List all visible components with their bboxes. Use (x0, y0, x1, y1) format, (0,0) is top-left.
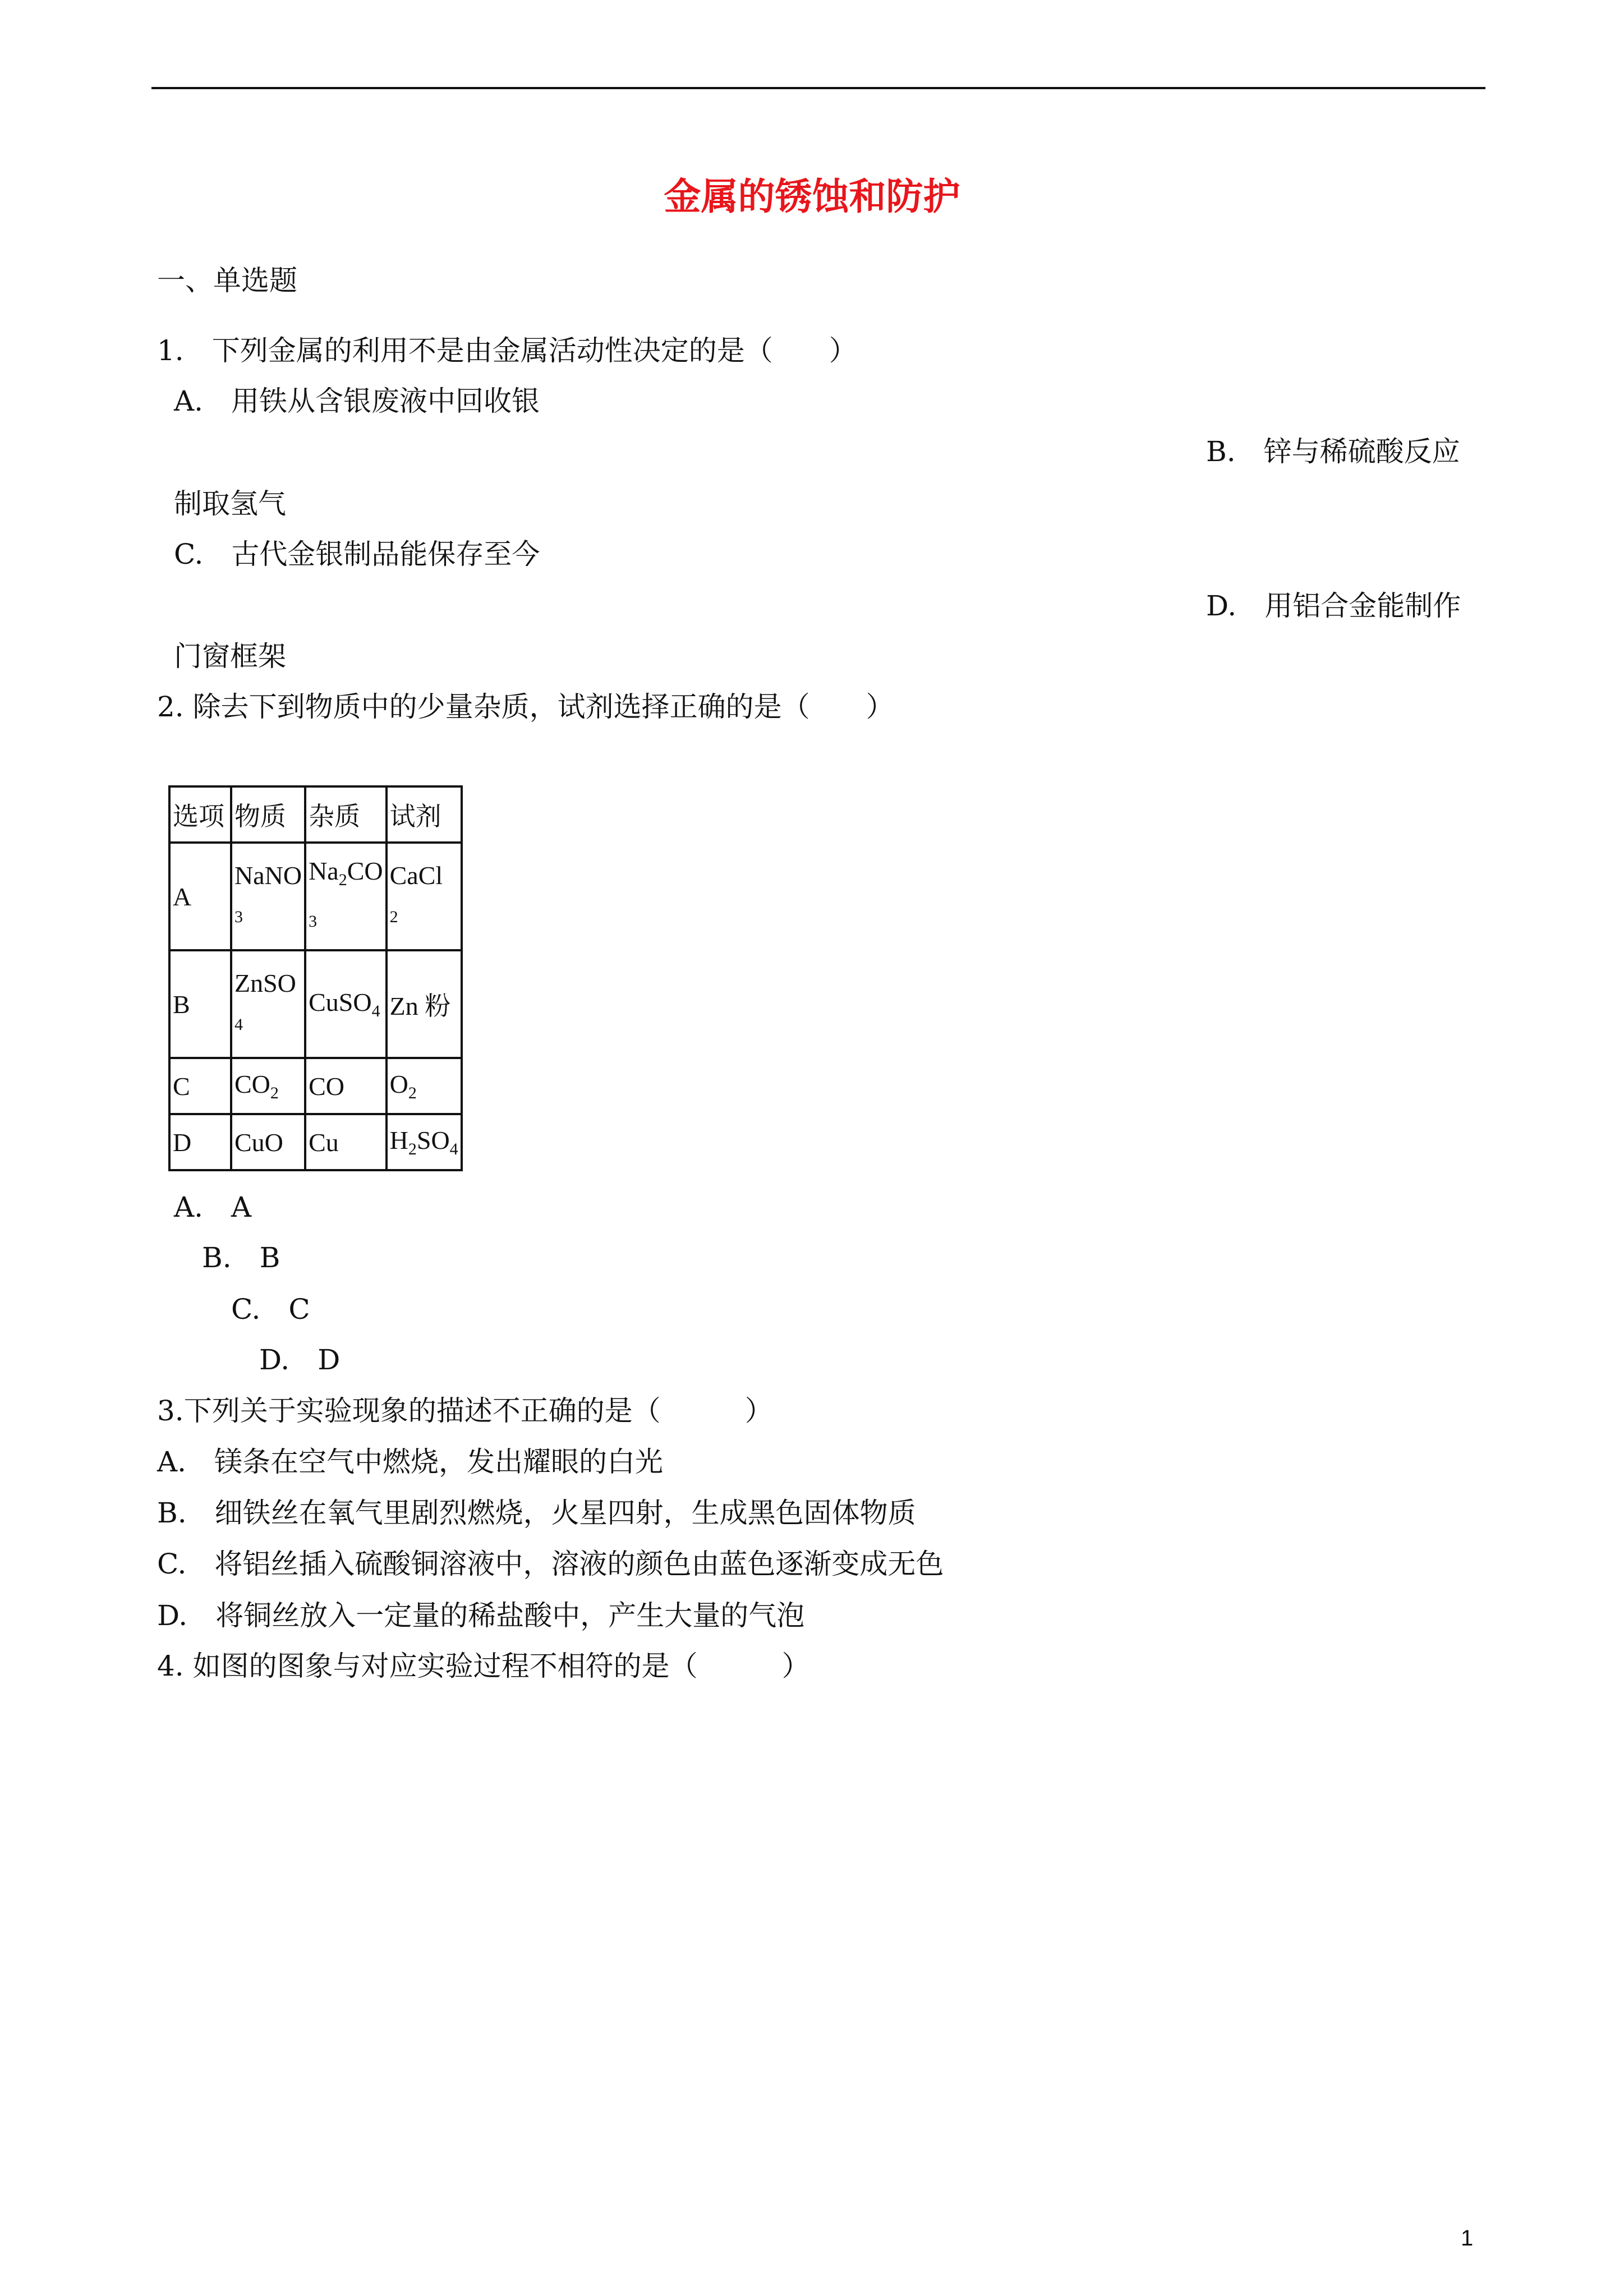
cell-impurity: Cu (305, 1114, 387, 1170)
cell-substance (231, 950, 305, 1058)
formula-part: CaCl (389, 861, 443, 890)
q2-option-d[interactable]: D. D (259, 1343, 341, 1376)
cell-substance: CuO (231, 1114, 305, 1170)
header-reagent: 试剂 (387, 786, 462, 843)
header-rule (151, 87, 1485, 89)
formula-subscript: 3 (234, 908, 243, 926)
header-impurity: 杂质 (305, 786, 387, 843)
cell-reagent (387, 843, 462, 950)
formula-part: CO (347, 857, 383, 885)
q3-stem: 3.下列关于实验现象的描述不正确的是（ ） (157, 1395, 773, 1427)
cell-option: C (169, 1058, 231, 1114)
cell-option: D (169, 1114, 231, 1170)
formula-subscript: 2 (338, 871, 347, 889)
section-heading: 一、单选题 (157, 264, 297, 297)
cell-reagent (387, 1058, 462, 1114)
document-title: 金属的锈蚀和防护 (664, 174, 960, 218)
table-row (169, 1058, 462, 1114)
cell-reagent (387, 1114, 462, 1170)
q1-option-d[interactable]: D. 用铝合金能制作 (1206, 590, 1461, 622)
q4-stem: 4. 如图的图象与对应实验过程不相符的是（ ） (157, 1650, 810, 1682)
page-number: 1 (1461, 2226, 1474, 2251)
q1-option-b-continued: 制取氢气 (174, 487, 286, 520)
table-row (169, 950, 462, 1058)
formula-part: CO (234, 1070, 270, 1098)
q3-option-d[interactable]: D. 将铜丝放入一定量的稀盐酸中，产生大量的气泡 (157, 1599, 805, 1632)
q2-table (168, 785, 463, 1171)
cell-impurity: CO (305, 1058, 387, 1114)
q1-option-d-continued: 门窗框架 (174, 640, 286, 673)
cell-substance (231, 843, 305, 950)
q2-option-b[interactable]: B. B (202, 1241, 280, 1274)
formula-part: CuSO (309, 988, 372, 1016)
cell-option: B (169, 950, 231, 1058)
cell-option: A (169, 843, 231, 950)
formula-subscript: 4 (371, 1002, 380, 1020)
table-row (169, 843, 462, 950)
formula-subscript: 4 (449, 1140, 458, 1158)
table-row (169, 1114, 462, 1170)
header-substance: 物质 (231, 786, 305, 843)
formula-part: ZnSO (234, 969, 296, 997)
formula-part: SO (416, 1126, 450, 1154)
q2-option-c[interactable]: C. C (231, 1293, 310, 1326)
cell-reagent: Zn 粉 (387, 950, 462, 1058)
q1-stem: 1. 下列金属的利用不是由金属活动性决定的是（ ） (157, 334, 857, 367)
formula-part: NaNO (234, 861, 302, 890)
q3-option-b[interactable]: B. 细铁丝在氧气里剧烈燃烧，火星四射，生成黑色固体物质 (157, 1497, 916, 1529)
formula-subscript: 3 (309, 912, 318, 931)
q2-stem: 2. 除去下到物质中的少量杂质，试剂选择正确的是（ ） (157, 691, 894, 723)
formula-subscript: 2 (270, 1084, 279, 1102)
q3-option-c[interactable]: C. 将铝丝插入硫酸铜溶液中，溶液的颜色由蓝色逐渐变成无色 (157, 1548, 944, 1580)
formula-subscript: 4 (234, 1015, 243, 1034)
q3-option-a[interactable]: A. 镁条在空气中燃烧，发出耀眼的白光 (157, 1446, 664, 1478)
cell-impurity (305, 843, 387, 950)
cell-impurity (305, 950, 387, 1058)
q2-option-a[interactable]: A. A (174, 1191, 252, 1223)
table-header-row (169, 786, 462, 843)
cell-substance (231, 1058, 305, 1114)
formula-subscript: 2 (408, 1084, 417, 1102)
formula-part: H (389, 1126, 408, 1154)
formula-subscript: 2 (408, 1140, 417, 1158)
q1-option-c[interactable]: C. 古代金银制品能保存至今 (174, 538, 540, 570)
header-option: 选项 (169, 786, 231, 843)
formula-part: O (389, 1070, 408, 1098)
formula-part: Na (309, 857, 339, 885)
formula-subscript: 2 (389, 908, 398, 926)
q1-option-b[interactable]: B. 锌与稀硫酸反应 (1206, 435, 1460, 468)
q1-option-a[interactable]: A. 用铁从含银废液中回收银 (174, 385, 540, 417)
